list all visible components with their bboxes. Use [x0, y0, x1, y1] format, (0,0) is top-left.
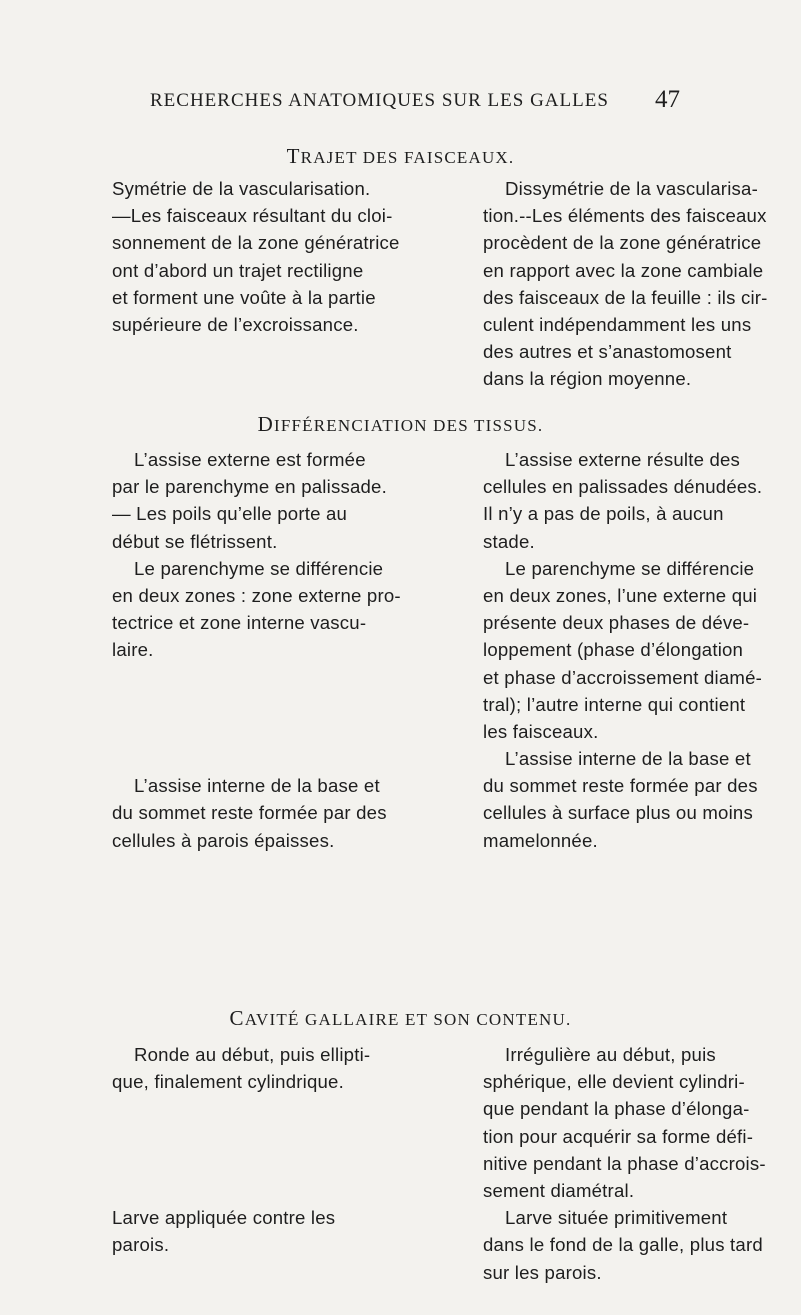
- section-heading-differenciation: DIFFÉRENCIATION DES TISSUS.: [257, 412, 544, 436]
- section-heading-cavite: CAVITÉ GALLAIRE ET SON CONTENU.: [229, 1006, 572, 1030]
- section-2-right-column: [483, 446, 801, 854]
- section-1-right-column: [483, 175, 801, 393]
- paragraph: Le parenchyme se différencie en deux zones : zone externe pro- tectrice et zone interne vascu- laire.: [112, 557, 401, 661]
- paragraph: Dissymétrie de la vascularisa- tion.--Les éléments des faisceaux procèdent de la zone génératrice en rapport avec la zone cambiale des faisceaux de la feuille : ils cir- culent indépendamment les uns des autres et s’anastomosent dans la région moyenne.: [483, 178, 768, 390]
- paragraph: Larve appliquée contre les parois.: [112, 1207, 336, 1256]
- section-1-left-column: [112, 175, 458, 338]
- paragraph: Symétrie de la vascularisation. —Les faisceaux résultant du cloi- sonnement de la zone génératrice ont d’abord un trajet rectiligne et forment une voûte à la partie supérieure de l’excroissance.: [112, 178, 400, 335]
- paragraph: Le parenchyme se différencie en deux zones, l’une externe qui présente deux phases de déve- loppement (phase d’élongation et phase d’accroissement diamé- tral); l’autre interne qui contient les faisceaux.: [483, 557, 763, 742]
- running-header: [150, 86, 680, 120]
- section-2-left-column: [112, 446, 458, 854]
- section-3-left-column: [112, 1041, 458, 1259]
- paragraph: Larve située primitivement dans le fond de la galle, plus tard sur les parois.: [483, 1207, 763, 1283]
- paragraph: Ronde au début, puis ellipti- que, finalement cylindrique.: [112, 1044, 371, 1093]
- paragraph: L’assise interne de la base et du sommet reste formée par des cellules à surface plus ou moins mamelonnée.: [483, 748, 758, 851]
- page-number: 47: [655, 86, 680, 113]
- section-heading-trajet: TRAJET DES FAISCEAUX.: [286, 144, 515, 168]
- running-title: RECHERCHES ANATOMIQUES SUR LES GALLES: [150, 90, 609, 111]
- section-3-right-column: [483, 1041, 801, 1286]
- paragraph: L’assise externe résulte des cellules en palissades dénudées. Il n’y a pas de poils, à aucun stade.: [483, 449, 763, 552]
- paragraph: L’assise interne de la base et du sommet reste formée par des cellules à parois épaisses.: [112, 775, 387, 851]
- paragraph: Irrégulière au début, puis sphérique, elle devient cylindri- que pendant la phase d’élonga- tion pour acquérir sa forme défi- nitive pendant la phase d’accrois- sement diamétral.: [483, 1044, 766, 1201]
- paragraph: L’assise externe est formée par le parenchyme en palissade. — Les poils qu’elle porte au début se flétrissent.: [112, 449, 387, 552]
